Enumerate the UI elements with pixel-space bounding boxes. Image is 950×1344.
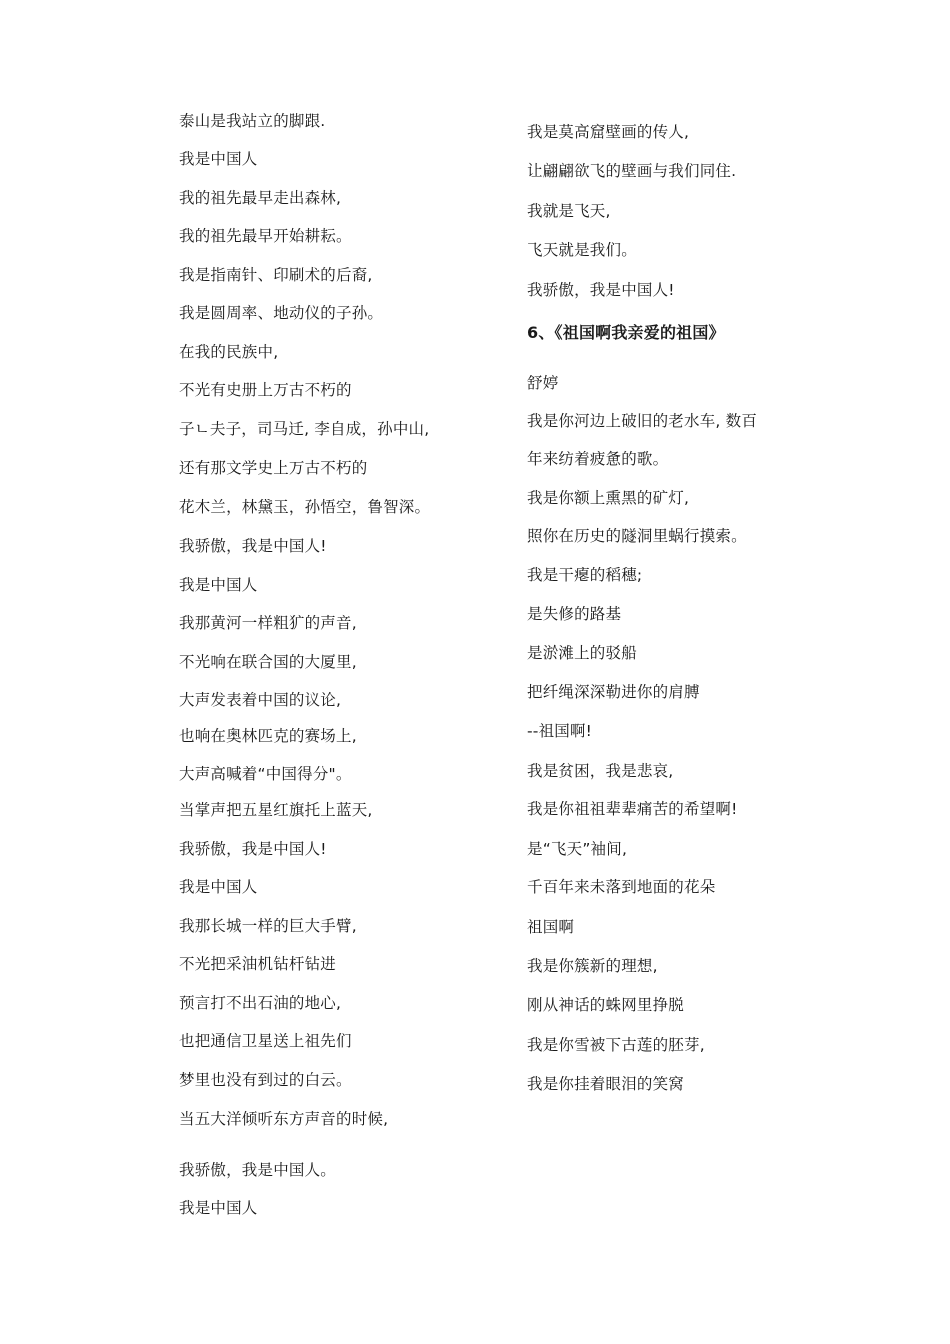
poem-line: 我的祖先最早走出森林, <box>179 189 342 207</box>
poem-line: 我是指南针、印刷术的后裔, <box>179 266 373 284</box>
poem-line: 我那黄河一样粗犷的声音, <box>179 614 357 632</box>
poem-line: 飞天就是我们。 <box>527 241 637 259</box>
poem-line: 是失修的路基 <box>527 605 622 623</box>
poem-line: 我是你挂着眼泪的笑窝 <box>527 1075 685 1093</box>
poem-line: 梦里也没有到过的白云。 <box>179 1071 352 1089</box>
poem-line: 照你在历史的隧洞里蜗行摸索。 <box>527 527 747 545</box>
poem-line: 不光把采油机钻杆钻进 <box>179 955 337 973</box>
poem-line: 还有那文学史上万古不朽的 <box>179 459 368 477</box>
poem-line: 我是你祖祖辈辈痛苦的希望啊! <box>527 800 738 818</box>
poem-line: 不光有史册上万古不朽的 <box>179 381 352 399</box>
poem-line: 我是圆周率、地动仪的子孙。 <box>179 304 384 322</box>
poem-line: 我骄傲，我是中国人! <box>179 537 327 555</box>
poem-line: 把纤绳深深勒进你的肩膊 <box>527 683 700 701</box>
poem-line: --祖国啊! <box>527 722 593 740</box>
poem-line: 我是中国人 <box>179 1199 258 1217</box>
poem-line: 祖国啊 <box>527 918 575 936</box>
poem-title: 《祖国啊我亲爱的祖国》 <box>554 323 725 342</box>
poem-line: 也把通信卫星送上祖先们 <box>179 1032 352 1050</box>
poem-line: 我是莫高窟壁画的传人, <box>527 123 690 141</box>
poem-line: 也响在奥林匹克的赛场上, <box>179 727 357 745</box>
poem-line: 是“飞天”袖间, <box>527 840 628 858</box>
poem-line: 我是你河边上破旧的老水车, 数百 <box>527 412 758 430</box>
poem-line: 我是干瘪的稻穗; <box>527 566 643 584</box>
poem-line: 刚从神话的蛛网里挣脱 <box>527 996 685 1014</box>
poem-line: 预言打不出石油的地心, <box>179 994 342 1012</box>
poem-line: 我骄傲，我是中国人! <box>527 281 675 299</box>
poem-heading <box>527 322 725 344</box>
poem-line: 泰山是我站立的脚跟. <box>179 112 326 130</box>
poem-line: 我是中国人 <box>179 150 258 168</box>
poem-line: 大声发表着中国的议论, <box>179 691 342 709</box>
poem-line: 我骄傲，我是中国人! <box>179 840 327 858</box>
poem-line: 当掌声把五星红旗托上蓝天, <box>179 801 373 819</box>
poem-line: 我是你簇新的理想, <box>527 957 658 975</box>
poem-line: 我的祖先最早开始耕耘。 <box>179 227 352 245</box>
poem-author: 舒婷 <box>527 374 559 392</box>
poem-line: 当五大洋倾听东方声音的时候, <box>179 1110 389 1128</box>
poem-line: 我是中国人 <box>179 878 258 896</box>
poem-line: 我是贫困，我是悲哀, <box>527 762 674 780</box>
poem-line: 年来纺着疲惫的歌。 <box>527 450 669 468</box>
poem-line: 是淤滩上的驳船 <box>527 644 637 662</box>
poem-line: 我是你额上熏黑的矿灯, <box>527 489 690 507</box>
poem-line: 让翩翩欲飞的壁画与我们同住. <box>527 162 737 180</box>
poem-line: 子ㄴ夫子，司马迁, 李自成，孙中山, <box>179 420 430 438</box>
poem-line: 我是你雪被下古莲的胚芽, <box>527 1036 705 1054</box>
poem-line: 大声高喊着“中国得分"。 <box>179 765 352 783</box>
poem-line: 在我的民族中, <box>179 343 279 361</box>
poem-line: 不光响在联合国的大厦里, <box>179 653 357 671</box>
poem-line: 我是中国人 <box>179 576 258 594</box>
poem-number: 6、 <box>527 323 555 342</box>
poem-line: 我骄傲，我是中国人。 <box>179 1161 337 1179</box>
poem-line: 我那长城一样的巨大手臂, <box>179 917 357 935</box>
poem-line: 我就是飞天, <box>527 202 611 220</box>
poem-line: 花木兰，林黛玉，孙悟空，鲁智深。 <box>179 498 431 516</box>
poem-line: 千百年来未落到地面的花朵 <box>527 878 716 896</box>
